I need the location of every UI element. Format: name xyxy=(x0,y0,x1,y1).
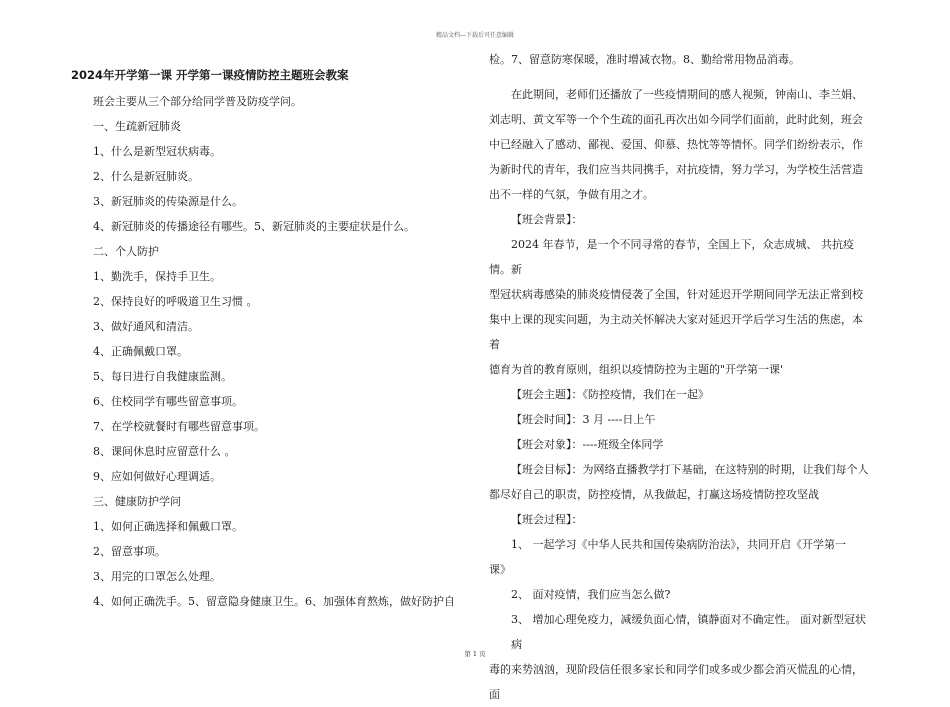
paragraph-continuation: 检。7、留意防寒保暖，准时增减衣物。8、勤给常用物品消毒。 xyxy=(489,53,800,66)
paragraph-line: 型冠状病毒感染的肺炎疫情侵袭了全国，针对延迟开学期间同学无法正常到校 xyxy=(489,288,863,301)
list-item: 1、什么是新型冠状病毒。 xyxy=(93,145,221,158)
left-column xyxy=(71,63,466,614)
list-item: 1、如何正确选择和佩戴口罩。 xyxy=(93,520,243,533)
background-label: 【班会背景】： xyxy=(511,213,583,226)
paragraph-line: 在此期间，老师们还播放了一些疫情期间的感人视频，钟南山、李兰娟、 xyxy=(511,88,863,101)
list-item: 4、新冠肺炎的传播途径有哪些。5、新冠肺炎的主要症状是什么。 xyxy=(93,220,415,233)
paragraph: 班会主要从三个部分给同学普及防疫学问。 xyxy=(93,95,302,108)
page-footer: 第 1 页 xyxy=(464,650,486,658)
list-item: 6、住校同学有哪些留意事项。 xyxy=(93,395,243,408)
goal-line-cont: 都尽好自己的职责，防控疫情，从我做起，打赢这场疫情防控攻坚战 xyxy=(489,488,819,501)
paragraph-line: 德育为首的教育原则，组织以疫情防控为主题的"开学第一课' xyxy=(489,363,784,376)
paragraph-line: 2024 年春节，是一个不同寻常的春节，全国上下，众志成城、 共抗疫情。新 xyxy=(489,238,854,276)
target-line: 【班会对象】：----班级全体同学 xyxy=(511,438,664,451)
list-item: 3、用完的口罩怎么处理。 xyxy=(93,570,221,583)
list-item: 3、做好通风和清洁。 xyxy=(93,320,199,333)
process-step-cont: 毒的来势汹汹，现阶段信任很多家长和同学们或多或少都会消灭慌乱的心情，面 xyxy=(489,663,863,701)
paragraph-line: 集中上课的现实问题，为主动关怀解决大家对延迟开学后学习生活的焦虑，本着 xyxy=(489,313,863,351)
process-label: 【班会过程】： xyxy=(511,513,583,526)
paragraph-line: 为新时代的青年，我们应当共同携手，对抗疫情，努力学习，为学校生活营造 xyxy=(489,163,863,176)
list-item: 5、每日进行自我健康监测。 xyxy=(93,370,232,383)
right-column xyxy=(489,53,871,707)
document-title: 2024年开学第一课 开学第一课疫情防控主题班会教案 xyxy=(71,68,349,82)
list-item: 7、在学校就餐时有哪些留意事项。 xyxy=(93,420,265,433)
list-item: 2、什么是新冠肺炎。 xyxy=(93,170,199,183)
section-heading: 一、生疏新冠肺炎 xyxy=(93,120,181,133)
list-item: 2、保持良好的呼吸道卫生习惯 。 xyxy=(93,295,258,308)
list-item: 8、课间休息时应留意什么 。 xyxy=(93,445,236,458)
theme-line: 【班会主题】：《防控疫情，我们在一起》 xyxy=(511,388,709,401)
section-heading: 二、个人防护 xyxy=(93,245,159,258)
list-item: 4、如何正确洗手。5、留意隐身健康卫生。6、加强体育熬炼，做好防护自 xyxy=(93,595,455,608)
goal-line: 【班会目标】：为网络直播教学打下基础，在这特别的时期，让我们每个人 xyxy=(511,463,869,476)
process-step: 1、 一起学习《中华人民共和国传染病防治法》，共同开启《开学第一 xyxy=(511,538,846,551)
list-item: 1、勤洗手，保持手卫生。 xyxy=(93,270,221,283)
paragraph-line: 出不一样的气氛，争做有用之才。 xyxy=(489,188,654,201)
process-step: 2、 面对疫情，我们应当怎么做? xyxy=(511,588,671,601)
section-heading: 三、健康防护学问 xyxy=(93,495,181,508)
process-step: 3、 增加心理免疫力，减缓负面心情，镇静面对不确定性。 面对新型冠状病 xyxy=(511,613,866,651)
list-item: 3、新冠肺炎的传染源是什么。 xyxy=(93,195,243,208)
paragraph-line: 中已经融入了感动、鄙视、爱国、仰慕、热忱等等情怀。同学们纷纷表示，作 xyxy=(489,138,863,151)
page-header: 精品文档---下载后可任意编辑 xyxy=(435,32,515,39)
time-line: 【班会时间】：3 月 ----日上午 xyxy=(511,413,656,426)
list-item: 9、应如何做好心理调适。 xyxy=(93,470,221,483)
list-item: 2、留意事项。 xyxy=(93,545,166,558)
process-step-cont: 课》 xyxy=(489,563,511,576)
list-item: 4、正确佩戴口罩。 xyxy=(93,345,188,358)
paragraph-line: 刘志明、黄文军等一个个生疏的面孔再次出如今同学们面前，此时此刻，班会 xyxy=(489,113,863,126)
